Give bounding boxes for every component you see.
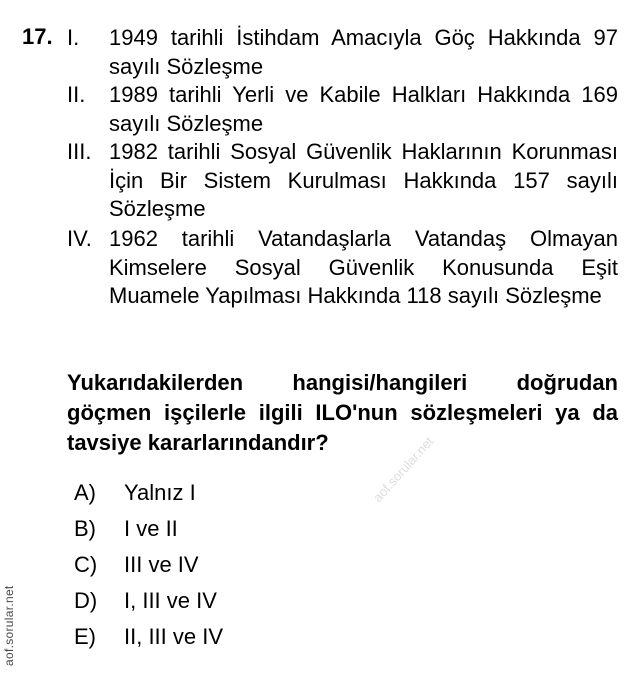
statement-item-4: [67, 225, 618, 311]
option-letter: A): [74, 480, 96, 505]
statement-text: 1989 tarihli Yerli ve Kabile Halkları Hakkında 169 sayılı Sözleşme: [109, 82, 618, 136]
side-watermark: aof.sorular.net: [2, 585, 16, 666]
diagonal-watermark: aof.sorular.net: [370, 433, 437, 506]
statement-text: 1982 tarihli Sosyal Güvenlik Haklarının Korunması İçin Bir Sistem Kurulması Hakkında 157 sayılı Sözleşme: [109, 139, 618, 221]
question-number: 17.: [22, 24, 53, 49]
option-text: III ve IV: [124, 552, 199, 577]
question-stem: Yukarıdakilerden hangisi/hangileri doğrudan göçmen işçilerle ilgili ILO'nun sözleşmeleri ya da tavsiye kararlarındandır?: [67, 370, 618, 455]
option-text: I, III ve IV: [124, 588, 217, 613]
option-a[interactable]: [74, 479, 196, 507]
statement-item-2: [67, 81, 618, 138]
option-e[interactable]: [74, 623, 223, 651]
statement-text: 1949 tarihli İstihdam Amacıyla Göç Hakkında 97 sayılı Sözleşme: [109, 25, 618, 79]
option-text: II, III ve IV: [124, 624, 224, 649]
option-c[interactable]: [74, 551, 199, 579]
statement-item-1: [67, 24, 618, 81]
statement-item-3: [67, 138, 618, 224]
option-text: Yalnız I: [124, 480, 196, 505]
statement-numeral: IV.: [67, 226, 92, 251]
option-letter: D): [74, 588, 98, 613]
option-letter: B): [74, 516, 96, 541]
option-text: I ve II: [124, 516, 178, 541]
option-d[interactable]: [74, 587, 217, 615]
option-b[interactable]: [74, 515, 178, 543]
statement-numeral: I.: [67, 25, 80, 50]
option-letter: C): [74, 552, 98, 577]
option-letter: E): [74, 624, 96, 649]
statement-numeral: II.: [67, 82, 86, 107]
statement-numeral: III.: [67, 139, 92, 164]
statement-text: 1962 tarihli Vatandaşlarla Vatandaş Olmayan Kimselere Sosyal Güvenlik Konusunda Eşit Muamele Yapılması Hakkında 118 sayılı Sözleşme: [109, 226, 618, 308]
